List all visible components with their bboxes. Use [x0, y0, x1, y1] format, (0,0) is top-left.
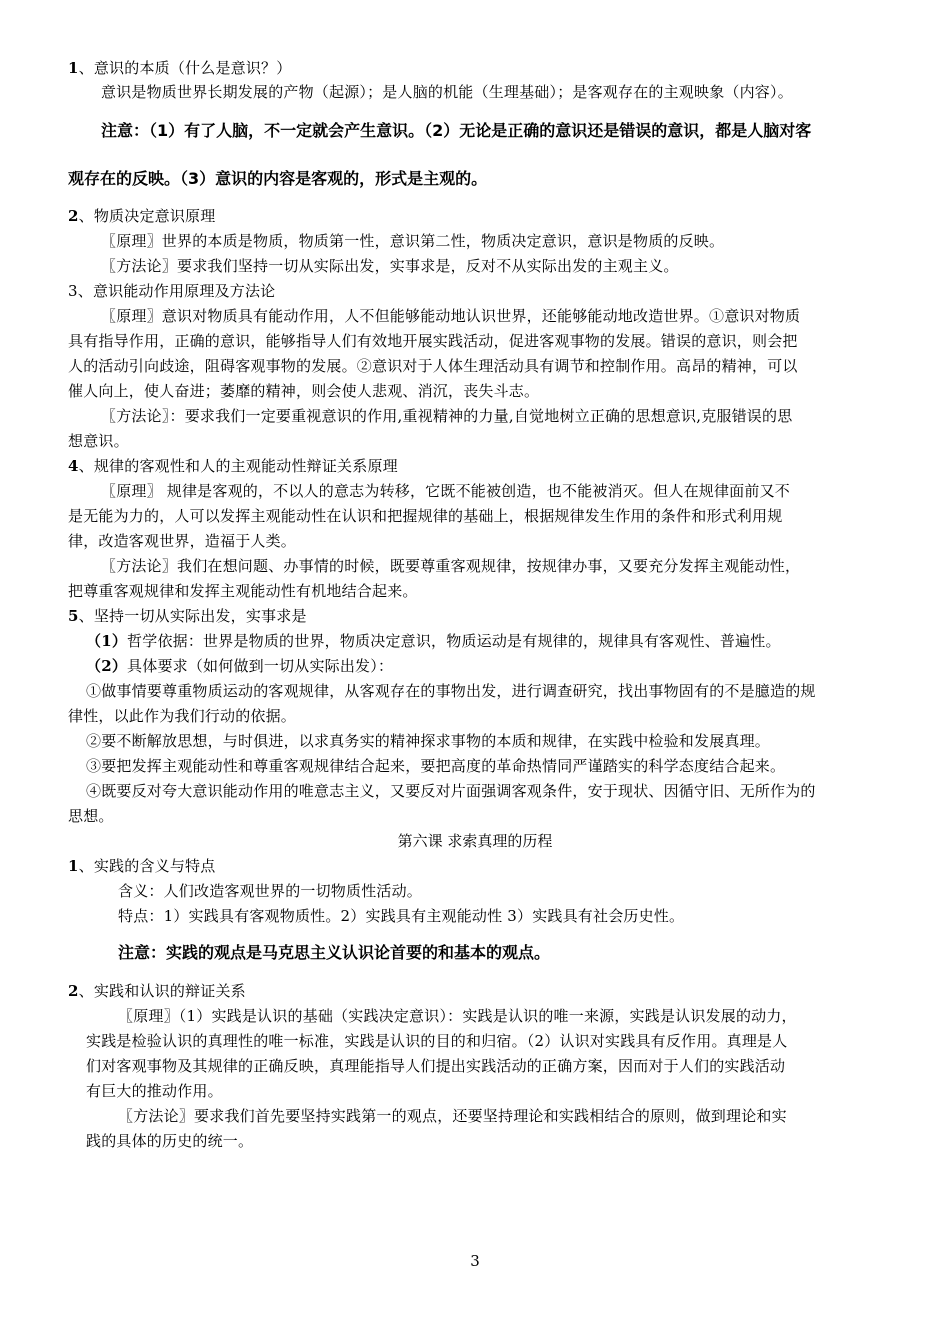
paragraph-line: 把尊重客观规律和发挥主观能动性有机地结合起来。	[68, 582, 418, 600]
paragraph-line: 〖原理〗世界的本质是物质，物质第一性，意识第二性，物质决定意识，意识是物质的反映。	[101, 232, 725, 250]
list-item: （2）具体要求（如何做到一切从实际出发）：	[86, 657, 394, 675]
paragraph-line: 律，改造客观世界，造福于人类。	[68, 532, 297, 550]
paragraph-line: 〖方法论〗：要求我们一定要重视意识的作用,重视精神的力量,自觉地树立正确的思想意识,克服错误的思	[101, 407, 793, 425]
paragraph-line: 具有指导作用，正确的意识，能够指导人们有效地开展实践活动，促进客观事物的发展。错误的意识，则会把	[68, 332, 798, 350]
heading-7: 2、实践和认识的辩证关系	[68, 982, 246, 1000]
paragraph-line: 〖方法论〗我们在想问题、办事情的时候，既要尊重客观规律，按规律办事，又要充分发挥主观能动性，	[101, 557, 801, 575]
heading-1: 1、意识的本质（什么是意识？）	[68, 59, 292, 77]
paragraph-line: 催人向上，使人奋进；萎靡的精神，则会使人悲观、消沉，丧失斗志。	[68, 382, 540, 400]
paragraph-line: 律性，以此作为我们行动的依据。	[68, 707, 297, 725]
heading-4: 4、规律的客观性和人的主观能动性辩证关系原理	[68, 457, 398, 475]
paragraph-line: 〖方法论〗要求我们坚持一切从实际出发，实事求是，反对不从实际出发的主观主义。	[101, 257, 679, 275]
paragraph-line: 们对客观事物及其规律的正确反映，真理能指导人们提出实践活动的正确方案，因而对于人们的实践活动	[86, 1057, 786, 1075]
heading-5: 5、坚持一切从实际出发，实事求是	[68, 607, 307, 625]
paragraph-line: ①做事情要尊重物质运动的客观规律，从客观存在的事物出发，进行调查研究，找出事物固有的不是臆造的规	[86, 682, 816, 700]
note-line: 注意：实践的观点是马克思主义认识论首要的和基本的观点。	[118, 943, 551, 962]
paragraph-line: 特点：1）实践具有客观物质性。2）实践具有主观能动性 3）实践具有社会历史性。	[118, 907, 685, 925]
heading-2: 2、物质决定意识原理	[68, 207, 216, 225]
paragraph-line: 实践是检验认识的真理性的唯一标准，实践是认识的目的和归宿。（2）认识对实践具有反作用。真理是人	[86, 1032, 788, 1050]
lesson-title: 第六课 求索真理的历程	[397, 832, 553, 850]
paragraph-line: 〖原理〗 规律是客观的，不以人的意志为转移，它既不能被创造，也不能被消灭。但人在规律面前又不	[101, 482, 790, 500]
paragraph-line: 意识是物质世界长期发展的产物（起源）；是人脑的机能（生理基础）；是客观存在的主观映象（内容）。	[101, 83, 793, 101]
paragraph-line: 有巨大的推动作用。	[86, 1082, 223, 1100]
paragraph-line: 〖原理〗意识对物质具有能动作用，人不但能够能动地认识世界，还能够能动地改造世界。①意识对物质	[101, 307, 801, 325]
paragraph-line: 思想。	[68, 807, 114, 825]
paragraph-line: 践的具体的历史的统一。	[86, 1132, 254, 1150]
paragraph-line: 〖原理〗（1）实践是认识的基础（实践决定意识）：实践是认识的唯一来源，实践是认识发展的动力，	[118, 1007, 797, 1025]
paragraph-line: ②要不断解放思想，与时俱进，以求真务实的精神探求事物的本质和规律，在实践中检验和发展真理。	[86, 732, 771, 750]
paragraph-line: 人的活动引向歧途，阻碍客观事物的发展。②意识对于人体生理活动具有调节和控制作用。高昂的精神，可以	[68, 357, 798, 375]
heading-6: 1、实践的含义与特点	[68, 857, 216, 875]
list-item: （1）哲学依据：世界是物质的世界，物质决定意识，物质运动是有规律的，规律具有客观性、普遍性。	[86, 632, 781, 650]
note-line: 观存在的反映。（3）意识的内容是客观的，形式是主观的。	[68, 169, 488, 188]
paragraph-line: ③要把发挥主观能动性和尊重客观规律结合起来，要把高度的革命热情同严谨踏实的科学态度结合起来。	[86, 757, 786, 775]
paragraph-line: 〖方法论〗要求我们首先要坚持实践第一的观点，还要坚持理论和实践相结合的原则，做到理论和实	[118, 1107, 787, 1125]
heading-3: 3、意识能动作用原理及方法论	[68, 282, 276, 300]
paragraph-line: 想意识。	[68, 432, 129, 450]
page-number: 3	[470, 1252, 480, 1270]
paragraph-line: 含义：人们改造客观世界的一切物质性活动。	[118, 882, 423, 900]
paragraph-line: 是无能为力的，人可以发挥主观能动性在认识和把握规律的基础上，根据规律发生作用的条件和形式利用规	[68, 507, 783, 525]
paragraph-line: ④既要反对夸大意识能动作用的唯意志主义，又要反对片面强调客观条件，安于现状、因循守旧、无所作为的	[86, 782, 816, 800]
note-line: 注意：（1）有了人脑，不一定就会产生意识。（2）无论是正确的意识还是错误的意识，都是人脑对客	[101, 121, 812, 140]
